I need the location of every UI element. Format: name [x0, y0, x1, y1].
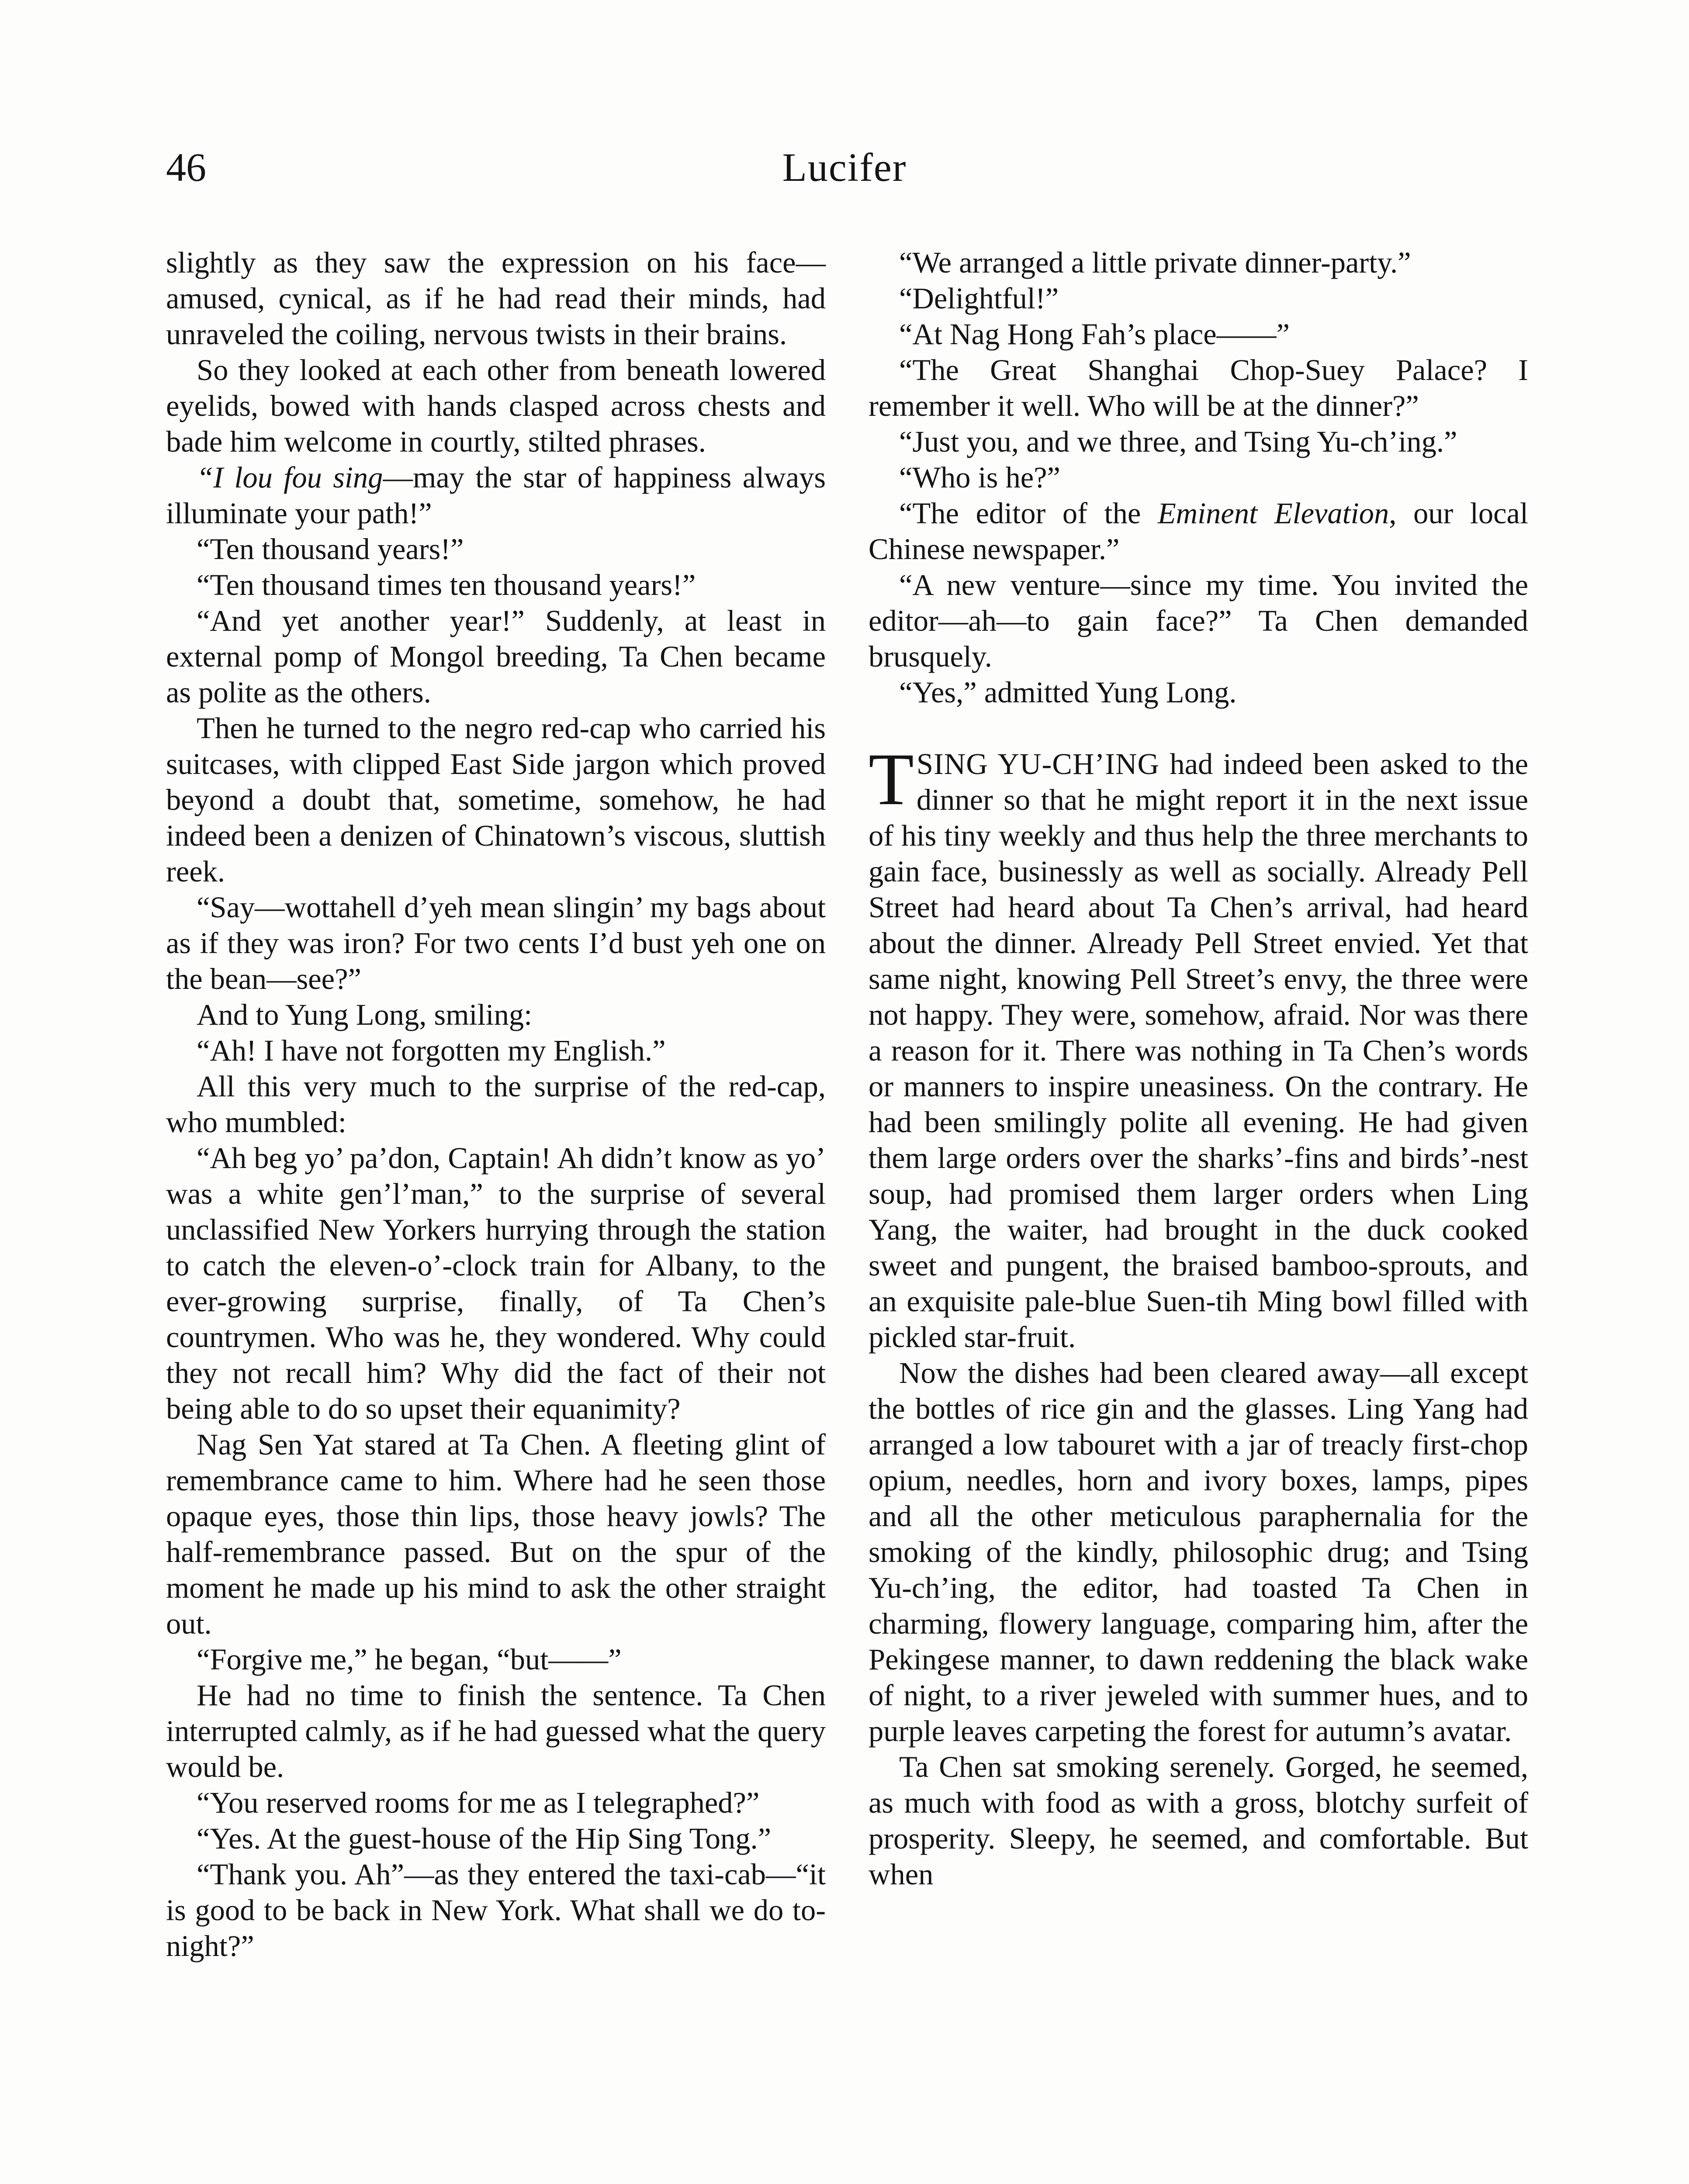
small-caps-lead: SING YU-CH’ING — [916, 747, 1159, 781]
page-number: 46 — [166, 145, 206, 190]
paragraph: “Thank you. Ah”—as they entered the taxi-cab—“it is good to be back in New York. What shall we do to-night?” — [166, 1858, 826, 1963]
paragraph: “Yes. At the guest-house of the Hip Sing Tong.” — [197, 1822, 772, 1855]
paragraph: “Forgive me,” he began, “but——” — [197, 1643, 622, 1676]
running-title: Lucifer — [782, 145, 907, 190]
paragraph: Nag Sen Yat stared at Ta Chen. A fleeting glint of remembrance came to him. Where had he seen those opaque eyes, those thin lips, those heavy jowls? The half-remembrance passed. But on the spur of the moment he made up his mind to ask the other straight out. — [166, 1428, 826, 1640]
paragraph: Then he turned to the negro red-cap who carried his suitcases, with clipped East Side jargon which proved beyond a doubt that, sometime, somehow, he had indeed been a denizen of Chinatown’s viscous, sluttish reek. — [166, 712, 826, 888]
paragraph: “Say—wottahell d’yeh mean slingin’ my bags about as if they was iron? For two cents I’d bust yeh one on the bean—see?” — [166, 891, 826, 995]
paragraph: “You reserved rooms for me as I telegraphed?” — [197, 1786, 760, 1819]
paragraph — [166, 460, 826, 531]
paragraph: “And yet another year!” Suddenly, at least in external pomp of Mongol breeding, Ta Chen became as polite as the others. — [166, 604, 826, 709]
paragraph: “A new venture—since my time. You invited the editor—ah—to gain face?” Ta Chen demanded brusquely. — [869, 568, 1528, 673]
page-header — [0, 144, 1689, 205]
paragraph: “Just you, and we three, and Tsing Yu-ch’ing.” — [899, 425, 1457, 458]
paragraph: Ta Chen sat smoking serenely. Gorged, he seemed, as much with food as with a gross, blotchy surfeit of prosperity. Sleepy, he seemed, and comfortable. But when — [869, 1750, 1528, 1891]
paragraph: Now the dishes had been cleared away—all except the bottles of rice gin and the glasses. Ling Yang had arranged a low tabouret with a jar of treacly first-chop opium, needles, horn and ivory boxes, lamps, pipes and all the other meticulous paraphernalia for the smoking of the kindly, philosophic drug; and Tsing Yu-ch’ing, the editor, had toasted Ta Chen in charming, flowery language, comparing him, after the Pekingese manner, to dawn reddening the black wake of night, to a river jeweled with summer hues, and to purple leaves carpeting the forest for autumn’s avatar. — [869, 1356, 1528, 1748]
left-column — [166, 245, 826, 1964]
paragraph: He had no time to finish the sentence. Ta Chen interrupted calmly, as if he had guessed what the query would be. — [166, 1679, 826, 1783]
right-column — [869, 245, 1528, 1892]
paragraph-text: had indeed been asked to the dinner so that he might report it in the next issue of his tiny weekly and thus help the three merchants to gain face, businessly as well as socially. Already Pell Street had heard about Ta Chen’s arrival, had heard about the dinner. Already Pell Street envied. Yet that same night, knowing Pell Street’s envy, the three were not happy. They were, somehow, afraid. Nor was there a reason for it. There was nothing in Ta Chen’s words or manners to inspire uneasiness. On the contrary. He had been smilingly polite all evening. He had given them large orders over the sharks’-fins and birds’-nest soup, had promised them larger orders when Ling Yang, the waiter, had brought in the duck cooked sweet and pungent, the braised bamboo-sprouts, and an exquisite pale-blue Suen-tih Ming bowl filled with pickled star-fruit. — [869, 747, 1528, 1354]
paragraph: “Ten thousand times ten thousand years!” — [197, 568, 696, 601]
paragraph: “At Nag Hong Fah’s place——” — [899, 318, 1290, 351]
paragraph-text: —may the star of happiness always illuminate your path!” — [166, 461, 826, 530]
paragraph: All this very much to the surprise of the red-cap, who mumbled: — [166, 1070, 826, 1139]
italic-phrase: “I lou fou sing — [197, 461, 383, 494]
paragraph: So they looked at each other from beneath lowered eyelids, bowed with hands clasped across chests and bade him welcome in courtly, stilted phrases. — [166, 353, 826, 458]
paragraph: slightly as they saw the expression on his face—amused, cynical, as if he had read their minds, had unraveled the coiling, nervous twists in their brains. — [166, 246, 826, 351]
drop-cap: T — [869, 738, 914, 820]
paragraph: “The Great Shanghai Chop-Suey Palace? I remember it well. Who will be at the dinner?” — [869, 353, 1528, 422]
paragraph: “Delightful!” — [899, 282, 1059, 315]
paragraph: “Who is he?” — [899, 461, 1060, 494]
paragraph-text: “The editor of the — [899, 497, 1158, 530]
paragraph: “Ah! I have not forgotten my English.” — [197, 1034, 666, 1067]
paragraph: “Ah beg yo’ pa’don, Captain! Ah didn’t know as yo’ was a white gen’l’man,” to the surprise of several unclassified New Yorkers hurrying through the station to catch the eleven-o’-clock train for Albany, to the ever-growing surprise, finally, of Ta Chen’s countrymen. Who was he, they wondered. Why could they not recall him? Why did the fact of their not being able to do so upset their equanimity? — [166, 1141, 826, 1425]
paragraph: “Yes,” admitted Yung Long. — [899, 676, 1237, 709]
paragraph-text: , our local Chinese newspaper.” — [869, 497, 1528, 566]
paragraph: “We arranged a little private dinner-party.” — [899, 246, 1411, 279]
newspaper-title: Eminent Elevation — [1157, 497, 1389, 530]
section-break — [869, 710, 1528, 746]
section-opening-paragraph — [869, 738, 1528, 1355]
paragraph: “Ten thousand years!” — [197, 532, 464, 566]
paragraph: And to Yung Long, smiling: — [197, 998, 533, 1031]
paragraph — [869, 495, 1528, 567]
